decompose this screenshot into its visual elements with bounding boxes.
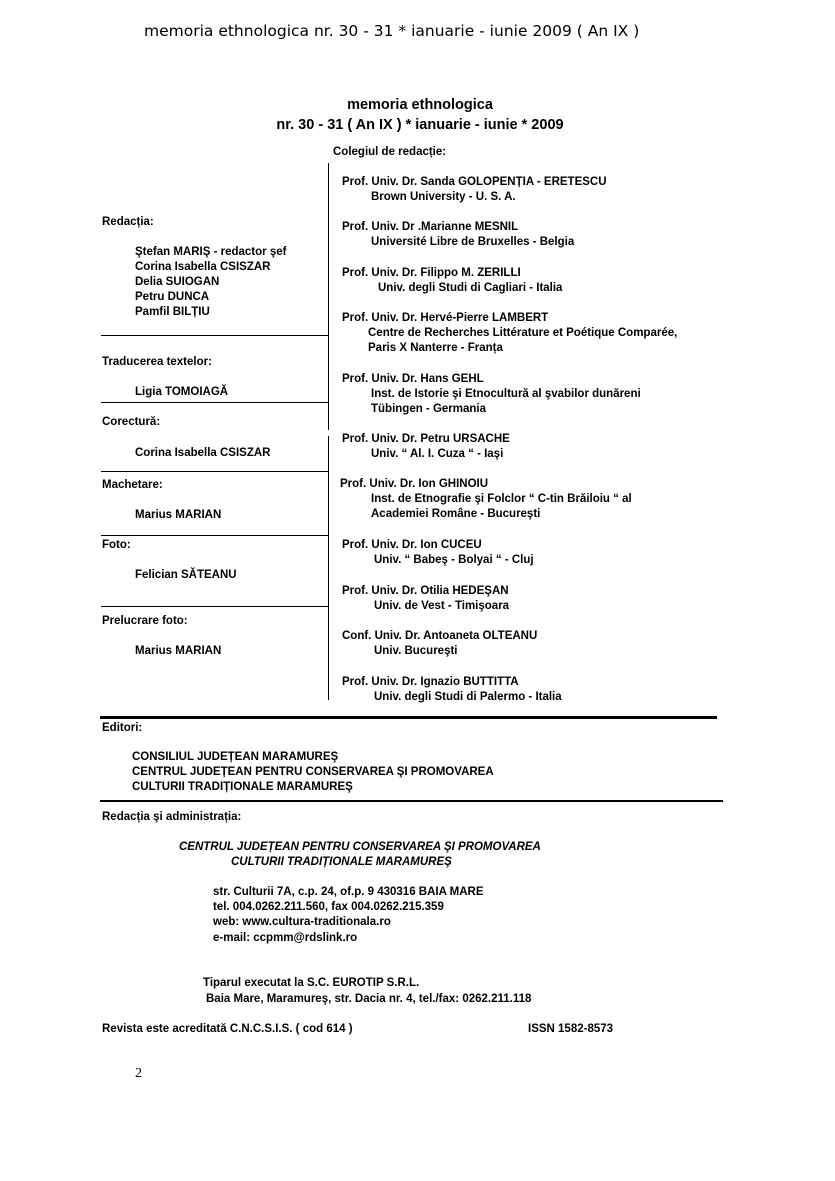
member-affiliation: Brown University - U. S. A. — [371, 191, 516, 203]
board-member — [342, 266, 562, 296]
member-name: Prof. Univ. Dr. Ion GHINOIU — [340, 478, 489, 490]
member-affiliation: Univ. “ Babeş - Bolyai “ - Cluj — [374, 554, 534, 566]
section-rule — [100, 716, 717, 719]
member-name: Prof. Univ. Dr. Sanda GOLOPENȚIA - ERETESCU — [342, 176, 607, 188]
staff-name: Petru DUNCA — [135, 291, 210, 303]
board-member — [342, 629, 537, 659]
member-name: Prof. Univ. Dr. Petru URSACHE — [342, 433, 510, 445]
staff-name: Corina Isabella CSISZAR — [135, 447, 271, 459]
divider — [101, 402, 328, 403]
member-affiliation: Univ. Bucureşti — [374, 645, 458, 657]
divider — [101, 335, 328, 336]
member-affiliation: Univ. degli Studi di Palermo - Italia — [374, 691, 562, 703]
column-divider — [328, 163, 329, 430]
board-member — [342, 432, 510, 462]
board-member — [342, 584, 509, 614]
staff-name: Felician SĂTEANU — [135, 569, 237, 581]
contact-email: e-mail: ccpmm@rdslink.ro — [213, 932, 358, 944]
divider — [101, 471, 328, 472]
accreditation: Revista este acreditată C.N.C.S.I.S. ( cod 614 ) — [102, 1023, 353, 1035]
member-name: Conf. Univ. Dr. Antoaneta OLTEANU — [342, 630, 538, 642]
board-member — [342, 538, 534, 568]
column-divider — [328, 436, 329, 700]
member-affiliation: Inst. de Istorie şi Etnocultură al şvabilor dunăreni — [371, 388, 641, 400]
page-number: 2 — [135, 1066, 142, 1081]
board-member — [342, 175, 607, 205]
member-affiliation: Inst. de Etnografie şi Folclor “ C-tin Brăiloiu “ al — [371, 493, 632, 505]
board-member — [342, 372, 641, 417]
staff-name: Delia SUIOGAN — [135, 276, 220, 288]
contact-address: str. Culturii 7A, c.p. 24, of.p. 9 430316 BAIA MARE — [213, 886, 484, 898]
staff-name: Pamfil BILȚIU — [135, 306, 210, 318]
member-name: Prof. Univ. Dr .Marianne MESNIL — [342, 221, 519, 233]
issn: ISSN 1582-8573 — [528, 1023, 614, 1035]
staff-label-machetare: Machetare: — [102, 479, 163, 491]
staff-label-redactia: Redacția: — [102, 216, 154, 228]
member-affiliation: Academiei Române - Bucureşti — [371, 508, 541, 520]
editori-line: CONSILIUL JUDEȚEAN MARAMUREŞ — [132, 751, 339, 763]
member-affiliation: Univ. de Vest - Timişoara — [374, 600, 510, 612]
board-member — [340, 477, 632, 522]
member-name: Prof. Univ. Dr. Hans GEHL — [342, 373, 484, 385]
masthead-issue: nr. 30 - 31 ( An IX ) * ianuarie - iunie * 2009 — [276, 117, 564, 133]
contact-phone: tel. 004.0262.211.560, fax 004.0262.215.359 — [213, 901, 444, 913]
staff-label-foto: Foto: — [102, 539, 131, 551]
staff-name: Ştefan MARIŞ - redactor şef — [135, 246, 287, 258]
staff-name: Ligia TOMOIAGĂ — [135, 386, 229, 398]
member-name: Prof. Univ. Dr. Otilia HEDEŞAN — [342, 585, 509, 597]
board-member — [342, 675, 562, 705]
staff-name: Marius MARIAN — [135, 645, 222, 657]
section-rule — [100, 800, 723, 802]
editori-line: CULTURII TRADIȚIONALE MARAMUREŞ — [132, 781, 353, 793]
editori-label: Editori: — [102, 722, 143, 734]
member-affiliation: Univ. “ Al. I. Cuza “ - Iaşi — [371, 448, 504, 460]
masthead-title: memoria ethnologica — [347, 97, 493, 113]
administratie-institution: CULTURII TRADIȚIONALE MARAMUREŞ — [231, 856, 452, 868]
member-name: Prof. Univ. Dr. Ion CUCEU — [342, 539, 482, 551]
member-name: Prof. Univ. Dr. Hervé-Pierre LAMBERT — [342, 312, 549, 324]
administratie-label: Redacția şi administrația: — [102, 811, 242, 823]
staff-label-corectura: Corectură: — [102, 416, 161, 428]
running-header: memoria ethnologica nr. 30 - 31 * ianuarie - iunie 2009 ( An IX ) — [144, 22, 640, 40]
board-member — [342, 220, 574, 250]
divider — [101, 606, 328, 607]
member-affiliation: Centre de Recherches Littérature et Poétique Comparée, — [368, 327, 678, 339]
member-affiliation: Tübingen - Germania — [371, 403, 487, 415]
member-affiliation: Paris X Nanterre - Franța — [368, 342, 503, 354]
contact-web: web: www.cultura-traditionala.ro — [213, 916, 391, 928]
printer-line: Tiparul executat la S.C. EUROTIP S.R.L. — [203, 977, 420, 989]
editori-line: CENTRUL JUDEȚEAN PENTRU CONSERVAREA ŞI PROMOVAREA — [132, 766, 494, 778]
printer-line: Baia Mare, Maramureş, str. Dacia nr. 4, tel./fax: 0262.211.118 — [206, 993, 532, 1005]
member-affiliation: Université Libre de Bruxelles - Belgia — [371, 236, 575, 248]
board-heading: Colegiul de redacție: — [333, 146, 447, 158]
staff-name: Corina Isabella CSISZAR — [135, 261, 271, 273]
member-affiliation: Univ. degli Studi di Cagliari - Italia — [378, 282, 563, 294]
member-name: Prof. Univ. Dr. Filippo M. ZERILLI — [342, 267, 521, 279]
administratie-institution: CENTRUL JUDEȚEAN PENTRU CONSERVAREA ŞI PROMOVAREA — [179, 841, 541, 853]
staff-label-traducere: Traducerea textelor: — [102, 356, 212, 368]
member-name: Prof. Univ. Dr. Ignazio BUTTITTA — [342, 676, 519, 688]
divider — [101, 535, 328, 536]
board-member — [342, 311, 677, 356]
staff-label-prelucrare: Prelucrare foto: — [102, 615, 188, 627]
staff-name: Marius MARIAN — [135, 509, 222, 521]
